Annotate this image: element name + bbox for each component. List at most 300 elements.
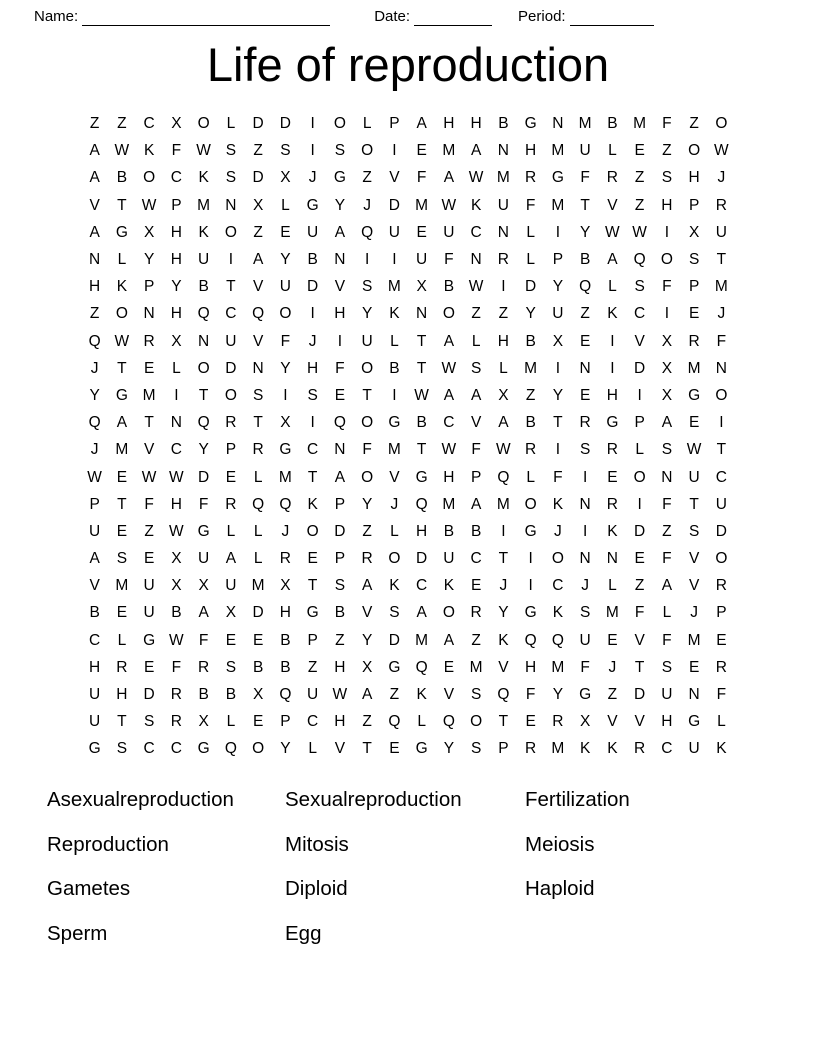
grid-cell[interactable]: V (607, 713, 618, 731)
word-list-item[interactable]: Asexualreproduction (47, 788, 234, 811)
grid-cell[interactable]: C (170, 441, 182, 459)
grid-cell[interactable]: B (525, 414, 536, 432)
grid-cell[interactable]: G (524, 115, 537, 133)
grid-cell[interactable]: X (198, 713, 209, 731)
grid-cell[interactable]: X (361, 658, 373, 676)
grid-cell[interactable]: N (579, 359, 591, 377)
grid-cell[interactable]: C (143, 115, 155, 133)
grid-cell[interactable]: V (389, 468, 400, 486)
grid-cell[interactable]: O (715, 550, 728, 568)
grid-cell[interactable]: M (524, 359, 538, 377)
grid-cell[interactable]: D (307, 278, 319, 296)
grid-cell[interactable]: S (470, 740, 482, 758)
grid-cell[interactable]: Q (88, 332, 101, 350)
grid-cell[interactable]: G (688, 386, 701, 404)
grid-cell[interactable]: F (525, 196, 536, 214)
grid-cell[interactable]: O (361, 468, 374, 486)
grid-cell[interactable]: S (579, 441, 591, 459)
grid-cell[interactable]: F (553, 468, 563, 486)
grid-cell[interactable]: C (143, 740, 155, 758)
grid-cell[interactable]: E (716, 631, 727, 649)
grid-cell[interactable]: Q (388, 713, 401, 731)
grid-cell[interactable]: K (607, 740, 618, 758)
grid-cell[interactable]: A (361, 577, 373, 595)
grid-cell[interactable]: D (388, 631, 400, 649)
grid-cell[interactable]: L (281, 196, 290, 214)
grid-cell[interactable]: L (499, 359, 508, 377)
grid-cell[interactable]: F (144, 495, 154, 513)
grid-cell[interactable]: X (171, 550, 182, 568)
grid-cell[interactable]: T (253, 414, 263, 432)
grid-cell[interactable]: R (715, 577, 727, 595)
grid-cell[interactable]: U (89, 522, 101, 540)
grid-cell[interactable]: T (117, 713, 127, 731)
grid-cell[interactable]: L (471, 332, 481, 350)
grid-cell[interactable]: W (196, 142, 211, 160)
grid-cell[interactable]: H (661, 713, 673, 731)
grid-cell[interactable]: Y (361, 305, 373, 323)
grid-cell[interactable]: F (280, 332, 291, 350)
grid-cell[interactable]: J (608, 658, 617, 676)
grid-cell[interactable]: H (170, 223, 182, 241)
grid-cell[interactable]: S (252, 386, 264, 404)
grid-cell[interactable]: Q (279, 495, 292, 513)
grid-cell[interactable]: M (415, 196, 429, 214)
grid-cell[interactable]: Z (362, 169, 372, 187)
grid-cell[interactable]: N (661, 468, 673, 486)
grid-cell[interactable]: E (143, 359, 155, 377)
grid-cell[interactable]: I (610, 332, 615, 350)
grid-cell[interactable]: X (280, 169, 291, 187)
grid-cell[interactable]: O (197, 115, 210, 133)
grid-cell[interactable]: Z (634, 577, 645, 595)
grid-cell[interactable]: L (608, 577, 617, 595)
grid-cell[interactable]: G (579, 686, 592, 704)
grid-cell[interactable]: R (715, 196, 727, 214)
grid-cell[interactable]: Q (252, 495, 265, 513)
grid-cell[interactable]: D (143, 686, 155, 704)
grid-cell[interactable]: G (606, 414, 619, 432)
grid-cell[interactable]: N (470, 251, 482, 269)
grid-cell[interactable]: T (498, 713, 509, 731)
grid-cell[interactable]: P (280, 713, 291, 731)
grid-cell[interactable]: V (470, 414, 482, 432)
grid-cell[interactable]: Z (89, 305, 100, 323)
grid-cell[interactable]: K (307, 495, 318, 513)
grid-cell[interactable]: P (143, 278, 155, 296)
grid-cell[interactable]: C (89, 631, 101, 649)
grid-cell[interactable]: Z (89, 115, 100, 133)
grid-cell[interactable]: H (606, 386, 618, 404)
grid-cell[interactable]: Y (552, 278, 564, 296)
grid-cell[interactable]: P (89, 495, 100, 513)
grid-cell[interactable]: G (551, 169, 564, 187)
grid-cell[interactable]: F (662, 278, 672, 296)
grid-cell[interactable]: N (143, 305, 155, 323)
grid-cell[interactable]: S (579, 604, 591, 622)
grid-cell[interactable]: G (388, 414, 401, 432)
grid-cell[interactable]: N (497, 223, 509, 241)
grid-cell[interactable]: O (224, 386, 237, 404)
grid-cell[interactable]: T (362, 386, 372, 404)
grid-cell[interactable]: U (715, 223, 727, 241)
grid-cell[interactable]: Z (253, 223, 263, 241)
grid-cell[interactable]: A (225, 550, 237, 568)
grid-cell[interactable]: V (634, 631, 645, 649)
grid-cell[interactable]: E (634, 142, 645, 160)
grid-cell[interactable]: X (579, 713, 591, 731)
grid-cell[interactable]: V (688, 550, 700, 568)
grid-cell[interactable]: A (470, 386, 482, 404)
grid-cell[interactable]: O (470, 713, 483, 731)
grid-cell[interactable]: F (444, 251, 454, 269)
grid-cell[interactable]: C (470, 550, 482, 568)
grid-cell[interactable]: C (170, 740, 182, 758)
grid-cell[interactable]: Y (552, 686, 564, 704)
grid-cell[interactable]: C (661, 740, 673, 758)
grid-cell[interactable]: T (117, 359, 127, 377)
grid-cell[interactable]: N (89, 251, 101, 269)
grid-cell[interactable]: S (688, 251, 700, 269)
grid-cell[interactable]: B (198, 686, 209, 704)
grid-cell[interactable]: N (497, 142, 509, 160)
grid-cell[interactable]: E (607, 631, 618, 649)
grid-cell[interactable]: H (334, 305, 346, 323)
grid-cell[interactable]: R (525, 169, 537, 187)
grid-cell[interactable]: U (688, 740, 700, 758)
grid-cell[interactable]: D (634, 686, 646, 704)
grid-cell[interactable]: H (307, 359, 319, 377)
grid-cell[interactable]: R (715, 658, 727, 676)
grid-cell[interactable]: Z (525, 386, 536, 404)
grid-cell[interactable]: E (579, 332, 591, 350)
grid-cell[interactable]: O (306, 522, 319, 540)
grid-cell[interactable]: K (443, 577, 455, 595)
grid-cell[interactable]: M (551, 142, 565, 160)
grid-cell[interactable]: B (443, 278, 455, 296)
grid-cell[interactable]: I (174, 386, 179, 404)
grid-cell[interactable]: X (661, 386, 673, 404)
grid-cell[interactable]: M (469, 658, 483, 676)
grid-cell[interactable]: G (415, 740, 428, 758)
grid-cell[interactable]: W (87, 468, 102, 486)
grid-cell[interactable]: W (332, 686, 348, 704)
word-list-item[interactable]: Egg (285, 921, 322, 945)
grid-cell[interactable]: X (252, 686, 264, 704)
grid-cell[interactable]: S (307, 386, 318, 404)
grid-cell[interactable]: S (334, 142, 346, 160)
grid-cell[interactable]: D (279, 115, 291, 133)
grid-cell[interactable]: Y (143, 251, 155, 269)
grid-cell[interactable]: S (634, 278, 645, 296)
grid-cell[interactable]: R (525, 441, 537, 459)
grid-cell[interactable]: L (308, 740, 317, 758)
word-list-item[interactable]: Haploid (525, 877, 595, 900)
grid-cell[interactable]: T (716, 441, 727, 459)
grid-cell[interactable]: K (470, 196, 482, 214)
grid-cell[interactable]: I (555, 441, 561, 459)
grid-cell[interactable]: F (662, 631, 672, 649)
grid-cell[interactable]: G (197, 522, 210, 540)
grid-cell[interactable]: T (226, 278, 236, 296)
grid-cell[interactable]: P (307, 631, 318, 649)
grid-cell[interactable]: I (392, 142, 397, 160)
grid-cell[interactable]: X (552, 332, 564, 350)
grid-cell[interactable]: M (442, 142, 456, 160)
grid-cell[interactable]: U (307, 686, 319, 704)
grid-cell[interactable]: R (170, 686, 182, 704)
grid-cell[interactable]: J (717, 305, 726, 323)
grid-cell[interactable]: J (554, 522, 562, 540)
grid-cell[interactable]: Y (171, 278, 182, 296)
grid-cell[interactable]: O (361, 142, 374, 160)
grid-cell[interactable]: W (169, 522, 184, 540)
grid-cell[interactable]: K (579, 740, 591, 758)
word-list-item[interactable]: Reproduction (47, 832, 169, 856)
grid-cell[interactable]: Y (579, 223, 591, 241)
grid-cell[interactable]: M (251, 577, 265, 595)
grid-cell[interactable]: M (605, 604, 619, 622)
grid-cell[interactable]: A (416, 115, 427, 133)
grid-cell[interactable]: L (526, 468, 535, 486)
grid-cell[interactable]: X (225, 604, 237, 622)
grid-cell[interactable]: U (198, 550, 210, 568)
grid-cell[interactable]: U (661, 686, 673, 704)
grid-cell[interactable]: R (525, 740, 537, 758)
grid-cell[interactable]: V (361, 604, 373, 622)
grid-cell[interactable]: F (634, 604, 645, 622)
grid-cell[interactable]: J (308, 169, 317, 187)
grid-cell[interactable]: L (662, 604, 672, 622)
grid-cell[interactable]: F (471, 441, 481, 459)
grid-cell[interactable]: J (717, 169, 726, 187)
grid-cell[interactable]: M (633, 115, 647, 133)
grid-cell[interactable]: E (688, 658, 700, 676)
grid-cell[interactable]: O (715, 386, 728, 404)
grid-cell[interactable]: F (580, 169, 590, 187)
grid-cell[interactable]: I (637, 495, 642, 513)
grid-cell[interactable]: Z (662, 522, 672, 540)
grid-cell[interactable]: T (117, 196, 127, 214)
grid-cell[interactable]: H (170, 251, 182, 269)
grid-cell[interactable]: R (606, 169, 618, 187)
grid-cell[interactable]: M (415, 631, 429, 649)
grid-cell[interactable]: U (416, 251, 428, 269)
grid-cell[interactable]: Q (415, 495, 428, 513)
grid-cell[interactable]: E (280, 223, 291, 241)
grid-cell[interactable]: T (716, 251, 727, 269)
grid-cell[interactable]: F (580, 658, 590, 676)
grid-cell[interactable]: E (225, 631, 237, 649)
grid-cell[interactable]: U (143, 577, 155, 595)
word-list-item[interactable]: Gametes (47, 877, 131, 900)
grid-cell[interactable]: E (607, 468, 618, 486)
grid-cell[interactable]: I (637, 386, 642, 404)
grid-cell[interactable]: B (607, 115, 618, 133)
period-input-rule[interactable] (570, 11, 654, 26)
grid-cell[interactable]: C (634, 305, 646, 323)
grid-cell[interactable]: X (661, 332, 673, 350)
grid-cell[interactable]: H (116, 686, 128, 704)
grid-cell[interactable]: D (634, 522, 646, 540)
grid-cell[interactable]: A (334, 223, 346, 241)
grid-cell[interactable]: V (607, 196, 618, 214)
grid-cell[interactable]: S (143, 713, 155, 731)
grid-cell[interactable]: A (252, 251, 264, 269)
grid-cell[interactable]: Q (224, 740, 237, 758)
grid-cell[interactable]: X (171, 577, 182, 595)
grid-cell[interactable]: M (551, 658, 565, 676)
grid-cell[interactable]: B (171, 604, 182, 622)
grid-cell[interactable]: Q (333, 414, 346, 432)
grid-cell[interactable]: J (363, 196, 371, 214)
grid-cell[interactable]: D (252, 604, 264, 622)
grid-cell[interactable]: H (170, 495, 182, 513)
grid-cell[interactable]: S (389, 604, 400, 622)
grid-cell[interactable]: U (89, 686, 101, 704)
grid-cell[interactable]: O (143, 169, 156, 187)
grid-cell[interactable]: I (719, 414, 724, 432)
grid-cell[interactable]: W (414, 386, 429, 404)
grid-cell[interactable]: Q (197, 305, 210, 323)
grid-cell[interactable]: W (496, 441, 511, 459)
grid-cell[interactable]: P (334, 550, 346, 568)
grid-cell[interactable]: U (388, 223, 400, 241)
grid-cell[interactable]: H (443, 468, 455, 486)
grid-cell[interactable]: H (688, 169, 700, 187)
grid-cell[interactable]: O (715, 115, 728, 133)
grid-cell[interactable]: R (170, 713, 182, 731)
grid-cell[interactable]: J (281, 522, 290, 540)
grid-cell[interactable]: Y (498, 604, 509, 622)
grid-cell[interactable]: L (226, 115, 236, 133)
grid-cell[interactable]: G (306, 196, 319, 214)
grid-cell[interactable]: M (387, 278, 401, 296)
grid-cell[interactable]: L (526, 223, 535, 241)
grid-cell[interactable]: U (225, 577, 237, 595)
grid-cell[interactable]: N (552, 115, 564, 133)
grid-cell[interactable]: D (715, 522, 727, 540)
grid-cell[interactable]: P (470, 468, 482, 486)
grid-cell[interactable]: G (115, 386, 128, 404)
grid-cell[interactable]: W (468, 169, 484, 187)
grid-cell[interactable]: T (689, 495, 699, 513)
grid-cell[interactable]: Q (361, 223, 374, 241)
grid-cell[interactable]: M (142, 386, 156, 404)
grid-cell[interactable]: I (501, 522, 506, 540)
grid-cell[interactable]: F (716, 332, 727, 350)
grid-cell[interactable]: F (662, 550, 672, 568)
name-input-rule[interactable] (82, 11, 330, 26)
grid-cell[interactable]: S (661, 658, 673, 676)
grid-cell[interactable]: U (715, 495, 727, 513)
grid-cell[interactable]: G (143, 631, 156, 649)
grid-cell[interactable]: E (116, 604, 128, 622)
grid-cell[interactable]: K (389, 577, 400, 595)
grid-cell[interactable]: B (280, 631, 291, 649)
grid-cell[interactable]: L (226, 522, 236, 540)
grid-cell[interactable]: F (362, 441, 372, 459)
grid-cell[interactable]: B (225, 686, 237, 704)
grid-cell[interactable]: U (225, 332, 237, 350)
grid-cell[interactable]: O (551, 550, 564, 568)
grid-cell[interactable]: P (688, 278, 700, 296)
grid-cell[interactable]: K (552, 495, 564, 513)
grid-cell[interactable]: L (390, 332, 399, 350)
grid-cell[interactable]: Q (442, 713, 455, 731)
grid-cell[interactable]: S (661, 441, 673, 459)
grid-cell[interactable]: Y (280, 359, 291, 377)
grid-cell[interactable]: I (528, 550, 533, 568)
grid-cell[interactable]: C (416, 577, 428, 595)
grid-cell[interactable]: R (470, 604, 482, 622)
grid-cell[interactable]: Y (361, 631, 373, 649)
grid-cell[interactable]: W (169, 631, 184, 649)
grid-cell[interactable]: H (525, 658, 537, 676)
grid-cell[interactable]: O (524, 495, 537, 513)
grid-cell[interactable]: Z (498, 305, 509, 323)
grid-cell[interactable]: I (555, 223, 561, 241)
grid-cell[interactable]: L (253, 550, 263, 568)
grid-cell[interactable]: A (661, 414, 673, 432)
grid-cell[interactable]: L (117, 251, 127, 269)
grid-cell[interactable]: E (252, 631, 264, 649)
grid-cell[interactable]: R (252, 441, 264, 459)
grid-cell[interactable]: O (633, 468, 646, 486)
grid-cell[interactable]: W (714, 142, 729, 160)
grid-cell[interactable]: L (390, 522, 399, 540)
grid-cell[interactable]: R (279, 550, 291, 568)
grid-cell[interactable]: M (197, 196, 211, 214)
grid-cell[interactable]: X (688, 223, 700, 241)
grid-cell[interactable]: F (716, 686, 727, 704)
grid-cell[interactable]: E (143, 550, 155, 568)
grid-cell[interactable]: R (116, 658, 128, 676)
grid-cell[interactable]: I (337, 332, 343, 350)
grid-cell[interactable]: Q (524, 631, 537, 649)
grid-cell[interactable]: T (117, 495, 127, 513)
grid-cell[interactable]: L (362, 115, 372, 133)
grid-cell[interactable]: Z (634, 196, 645, 214)
grid-cell[interactable]: N (715, 359, 727, 377)
date-input-rule[interactable] (414, 11, 492, 26)
grid-cell[interactable]: U (89, 713, 101, 731)
grid-cell[interactable]: P (688, 196, 700, 214)
grid-cell[interactable]: C (715, 468, 727, 486)
grid-cell[interactable]: A (443, 169, 455, 187)
grid-cell[interactable]: U (579, 142, 591, 160)
grid-cell[interactable]: V (389, 169, 400, 187)
grid-cell[interactable]: G (306, 604, 319, 622)
grid-cell[interactable]: Z (662, 142, 672, 160)
grid-cell[interactable]: U (688, 468, 700, 486)
grid-cell[interactable]: M (115, 441, 129, 459)
grid-cell[interactable]: I (555, 359, 561, 377)
grid-cell[interactable]: Z (580, 305, 590, 323)
grid-cell[interactable]: J (690, 604, 698, 622)
grid-cell[interactable]: E (416, 142, 427, 160)
grid-cell[interactable]: M (496, 495, 510, 513)
grid-cell[interactable]: F (335, 359, 345, 377)
grid-cell[interactable]: A (470, 495, 482, 513)
grid-cell[interactable]: L (526, 251, 535, 269)
grid-cell[interactable]: E (116, 522, 128, 540)
grid-cell[interactable]: M (278, 468, 292, 486)
grid-cell[interactable]: U (552, 305, 564, 323)
grid-cell[interactable]: O (224, 223, 237, 241)
grid-cell[interactable]: W (169, 468, 184, 486)
grid-cell[interactable]: E (389, 740, 400, 758)
